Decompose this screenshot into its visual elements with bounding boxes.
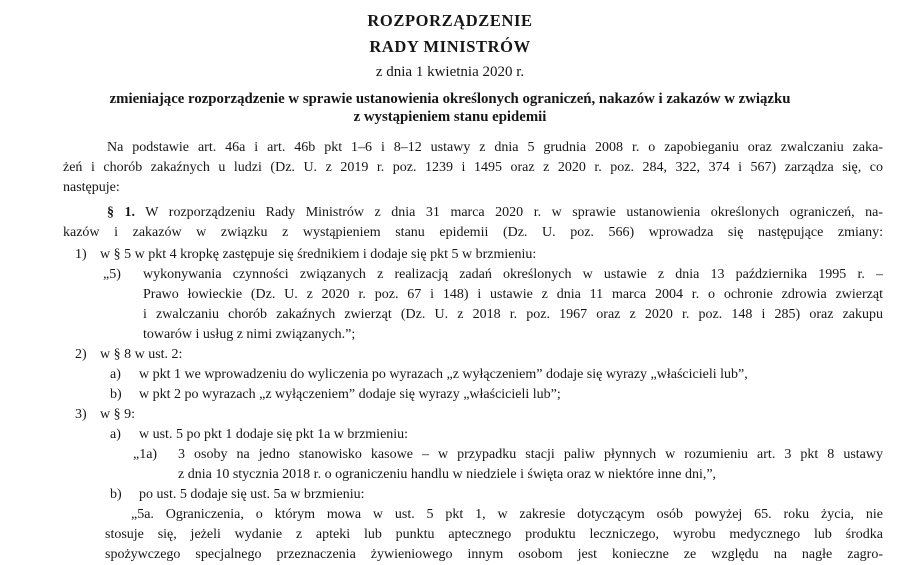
text-line: [63, 203, 883, 223]
section-number: § 1.: [107, 205, 136, 220]
text-line: i zwalczaniu chorób zakaźnych zwierząt (Dz. U. z 2018 r. poz. 1967 oraz z 2020 r. poz. 148 i 285) oraz zakupu: [143, 307, 883, 322]
text-line: w § 5 w pkt 4 kropkę zastępuje się średnikiem i dodaje się pkt 5 w brzmieniu:: [100, 247, 537, 262]
text-line: w § 9:: [100, 407, 135, 422]
list-item-2b: [63, 385, 883, 405]
list-item-3a: [63, 425, 883, 445]
sub-item-letter: a): [110, 367, 121, 382]
list-item-number: 1): [75, 247, 87, 262]
text-line: w § 8 w ust. 2:: [100, 347, 183, 362]
document-header: [0, 0, 900, 126]
text-line: następuje:: [63, 180, 120, 195]
doc-subject: [0, 91, 900, 126]
quoted-provision-ust5a: [105, 505, 883, 565]
list-item-number: 2): [75, 347, 87, 362]
text-line: stosuje się, jeżeli wydanie z apteki lub punktu aptecznego produktu leczniczego, wyrobu medycznego lub środka: [105, 527, 883, 542]
list-item-1: [63, 245, 883, 265]
document-body: [63, 138, 883, 565]
doc-date: z dnia 1 kwietnia 2020 r.: [375, 64, 525, 80]
issuing-authority: RADY MINISTRÓW: [369, 37, 531, 56]
quoted-point-label: „1a): [133, 447, 158, 462]
text-line: w pkt 1 we wprowadzeniu do wyliczenia po wyrazach „z wyłączeniem” dodaje się wyrazy „właścicieli lub”,: [139, 367, 748, 382]
text-line: Na podstawie art. 46a i art. 46b pkt 1–6 i 8–12 ustawy z dnia 5 grudnia 2008 r. o zapobieganiu oraz zwalczaniu zaka-: [107, 140, 883, 155]
text-line: żeń i chorób zakaźnych u ludzi (Dz. U. z 2019 r. poz. 1239 i 1495 oraz z 2020 r. poz. 284, 322, 374 i 567) zarządza się, co: [63, 160, 883, 175]
list-item-2: [63, 345, 883, 365]
list-item-number: 3): [75, 407, 87, 422]
section-text: W rozporządzeniu Rady Ministrów z dnia 31 marca 2020 r. w sprawie ustanowienia określonych ograniczeń, na-: [135, 205, 883, 220]
text-line: „5a. Ograniczenia, o którym mowa w ust. 5 pkt 1, w zakresie dotyczącym osób powyżej 65. roku życia, nie: [131, 507, 883, 522]
quoted-point-label: „5): [103, 267, 121, 282]
sub-item-letter: b): [110, 487, 122, 502]
text-line: Prawo łowieckie (Dz. U. z 2020 r. poz. 67 i 148) i ustawie z dnia 11 marca 2004 r. o ochronie zdrowia zwierząt: [143, 287, 883, 302]
section-1-paragraph: [63, 203, 883, 243]
text-line: w ust. 5 po pkt 1 dodaje się pkt 1a w brzmieniu:: [139, 427, 409, 442]
text-line: towarów i usług z nimi związanych.”;: [143, 327, 356, 342]
text-line: wykonywania czynności związanych z realizacją zadań określonych w ustawie z dnia 13 października 1995 r. –: [143, 267, 883, 282]
quoted-provision-pkt1a: [63, 445, 883, 485]
doc-subject-line: zmieniające rozporządzenie w sprawie ustanowienia określonych ograniczeń, nakazów i zakazów w związku: [109, 91, 791, 107]
doc-subject-line: z wystąpieniem stanu epidemii: [353, 108, 547, 125]
list-item-3: [63, 405, 883, 425]
sub-item-letter: a): [110, 427, 121, 442]
list-item-2a: [63, 365, 883, 385]
text-line: kazów i zakazów w związku z wystąpieniem stanu epidemii (Dz. U. poz. 566) wprowadza się następujące zmiany:: [63, 225, 883, 240]
quoted-provision-pkt5: [63, 265, 883, 345]
text-line: z dnia 10 stycznia 2018 r. o ograniczeniu handlu w niedziele i święta oraz w niektóre inne dni,”,: [178, 467, 717, 482]
text-line: w pkt 2 po wyrazach „z wyłączeniem” dodaje się wyrazy „właścicieli lub”;: [139, 387, 561, 402]
amendments-list: [63, 245, 883, 565]
text-line: 3 osoby na jedno stanowisko kasowe – w przypadku stacji paliw płynnych w rozumieniu art. 3 pkt 8 ustawy: [178, 447, 883, 462]
text-line: spożywczego specjalnego przeznaczenia żywieniowego innym osobom jest konieczne ze względu na nagłe zagro-: [105, 547, 883, 562]
text-line: po ust. 5 dodaje się ust. 5a w brzmieniu:: [139, 487, 365, 502]
sub-item-letter: b): [110, 387, 122, 402]
preamble-paragraph: [63, 138, 883, 198]
list-item-3b: [63, 485, 883, 505]
doc-type-title: ROZPORZĄDZENIE: [367, 11, 533, 30]
